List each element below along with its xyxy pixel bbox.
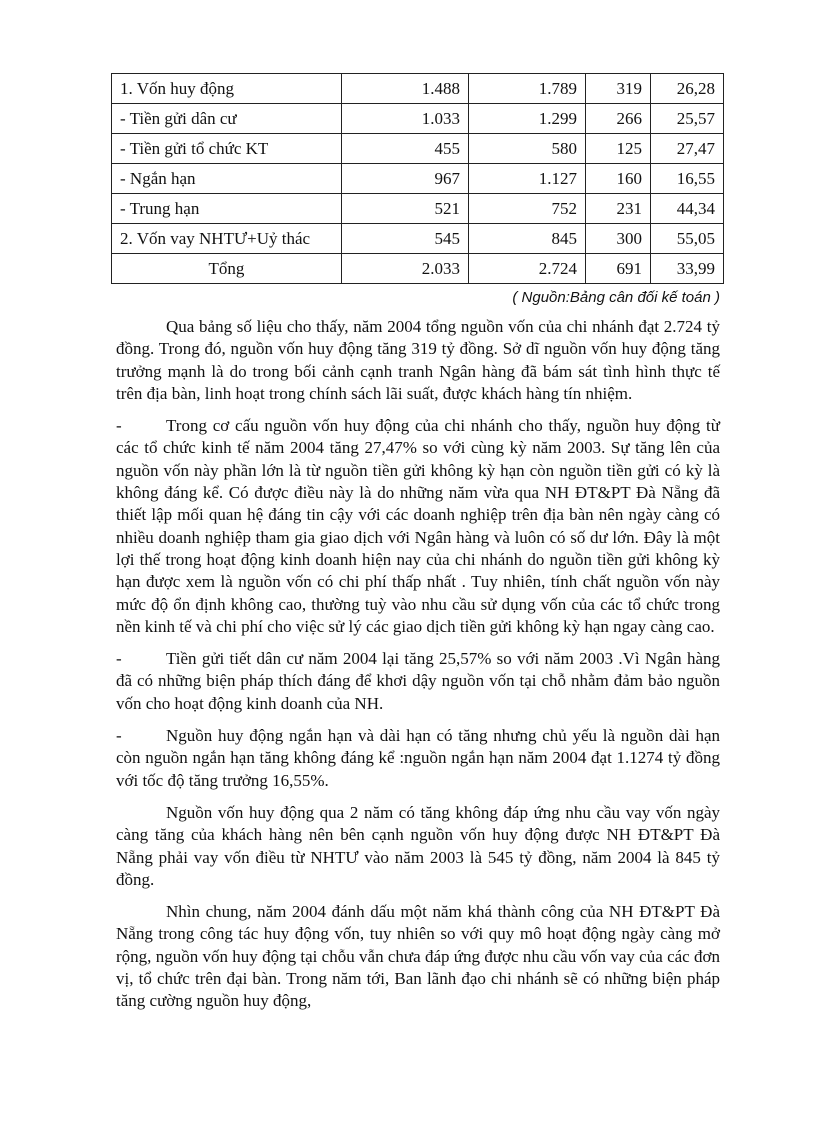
value-2004: 1.789 bbox=[469, 74, 586, 104]
value-difference: 691 bbox=[586, 254, 651, 284]
row-label: 2. Vốn vay NHTƯ+Uỷ thác bbox=[112, 224, 342, 254]
value-percent: 16,55 bbox=[651, 164, 724, 194]
paragraph-text: Nhìn chung, năm 2004 đánh dấu một năm khá thành công của NH ĐT&PT Đà Nẵng trong công tác huy động vốn, tuy nhiên so với quy mô hoạt động ngày càng mở rộng, nguồn vốn huy động tại chỗu vẫn chưa đáp ứng được nhu cầu vốn vay của các đơn vị, tổ chức trên đại bàn. Trong năm tới, Ban lãnh đạo chi nhánh sẽ có những biện pháp tăng cường nguồn huy động, bbox=[116, 902, 720, 1011]
paragraph bbox=[116, 415, 720, 638]
value-2003: 545 bbox=[342, 224, 469, 254]
bullet-dash: - bbox=[116, 649, 122, 669]
value-difference: 125 bbox=[586, 134, 651, 164]
bullet-dash: - bbox=[116, 726, 122, 746]
paragraph bbox=[116, 802, 720, 891]
source-note: ( Nguồn:Bảng cân đối kế toán ) bbox=[512, 289, 720, 306]
table-row bbox=[112, 194, 724, 224]
value-2004: 845 bbox=[469, 224, 586, 254]
paragraph-text: Nguồn vốn huy động qua 2 năm có tăng không đáp ứng nhu cầu vay vốn ngày càng tăng của khách hàng nên bên cạnh nguồn vốn huy động được NH ĐT&PT Đà Nẵng phải vay vốn điều từ NHTƯ vào năm 2003 là 545 tỷ đồng, năm 2004 là 845 tỷ đồng. bbox=[116, 802, 720, 889]
row-label: - Trung hạn bbox=[112, 194, 342, 224]
value-2003: 521 bbox=[342, 194, 469, 224]
value-percent: 26,28 bbox=[651, 74, 724, 104]
value-percent: 33,99 bbox=[651, 254, 724, 284]
row-label: 1. Vốn huy động bbox=[112, 74, 342, 104]
value-2003: 967 bbox=[342, 164, 469, 194]
paragraph bbox=[116, 725, 720, 792]
paragraph-text: Tiền gửi tiết dân cư năm 2004 lại tăng 25,57% so với năm 2003 .Vì Ngân hàng đã có những biện pháp thích đáng để khơi dậy nguồn vốn tại chỗ nhằm đảm bảo nguồn vốn cho hoạt động kinh doanh của NH. bbox=[116, 649, 720, 713]
row-label: - Ngắn hạn bbox=[112, 164, 342, 194]
table-row bbox=[112, 164, 724, 194]
value-2004: 2.724 bbox=[469, 254, 586, 284]
value-2003: 1.033 bbox=[342, 104, 469, 134]
value-percent: 44,34 bbox=[651, 194, 724, 224]
value-percent: 55,05 bbox=[651, 224, 724, 254]
paragraph bbox=[116, 316, 720, 405]
paragraph-text: Nguồn huy động ngắn hạn và dài hạn có tăng nhưng chủ yếu là nguồn dài hạn còn nguồn ngắn hạn tăng không đáng kể :nguồn ngắn hạn năm 2004 đạt 1.1274 tỷ đồng với tốc độ tăng trưởng 16,55%. bbox=[116, 726, 720, 790]
value-difference: 160 bbox=[586, 164, 651, 194]
value-difference: 319 bbox=[586, 74, 651, 104]
bullet-dash: - bbox=[116, 416, 122, 436]
value-2004: 1.299 bbox=[469, 104, 586, 134]
value-percent: 27,47 bbox=[651, 134, 724, 164]
value-difference: 266 bbox=[586, 104, 651, 134]
value-percent: 25,57 bbox=[651, 104, 724, 134]
capital-table bbox=[111, 73, 724, 284]
table-row bbox=[112, 104, 724, 134]
row-label: - Tiền gửi tổ chức KT bbox=[112, 134, 342, 164]
row-label: - Tiền gửi dân cư bbox=[112, 104, 342, 134]
value-2004: 580 bbox=[469, 134, 586, 164]
value-2003: 455 bbox=[342, 134, 469, 164]
row-label: Tổng bbox=[112, 254, 342, 284]
value-2004: 1.127 bbox=[469, 164, 586, 194]
paragraph-text: Trong cơ cấu nguồn vốn huy động của chi nhánh cho thấy, nguồn huy động từ các tổ chức kinh tế năm 2004 tăng 27,47% so với cùng kỳ năm 2003. Sự tăng lên của nguồn vốn này phần lớn là từ nguồn tiền gửi không kỳ hạn còn nguồn tiền gửi có kỳ là không đáng kể. Có được điều này là do những năm vừa qua NH ĐT&PT Đà Nẵng đã thiết lập mối quan hệ đáng tin cậy với các doanh nghiệp trên địa bàn nên ngày càng có nhiều doanh nghiệp tham gia giao dịch với Ngân hàng và luôn có số dư lớn. Đây là một lợi thế trong hoạt động kinh doanh hiện nay của chi nhánh do nguồn tiền gửi không kỳ hạn được xem là nguồn vốn có chi phí thấp nhất . Tuy nhiên, tính chất nguồn vốn này mức độ ổn định không cao, thường tuỳ vào nhu cầu sử dụng vốn của các tổ chức trong nền kinh tế và chi phí cho việc sử lý các giao dịch tiền gửi không kỳ hạn ngay càng cao. bbox=[116, 416, 720, 636]
value-difference: 300 bbox=[586, 224, 651, 254]
paragraph bbox=[116, 901, 720, 1012]
value-2004: 752 bbox=[469, 194, 586, 224]
value-2003: 2.033 bbox=[342, 254, 469, 284]
body-text bbox=[116, 316, 720, 1023]
value-2003: 1.488 bbox=[342, 74, 469, 104]
table-row bbox=[112, 224, 724, 254]
paragraph-text: Qua bảng số liệu cho thấy, năm 2004 tổng nguồn vốn của chi nhánh đạt 2.724 tỷ đồng. Trong đó, nguồn vốn huy động tăng 319 tỷ đồng. Sở dĩ nguồn vốn huy động tăng trưởng mạnh là do trong bối cảnh cạnh tranh Ngân hàng đã bám sát tình hình thực tế trên địa bàn, linh hoạt trong chính sách lãi suất, được khách hàng tín nhiệm. bbox=[116, 317, 720, 403]
paragraph bbox=[116, 648, 720, 715]
table-row bbox=[112, 74, 724, 104]
value-difference: 231 bbox=[586, 194, 651, 224]
table-row bbox=[112, 134, 724, 164]
table-row bbox=[112, 254, 724, 284]
capital-table-body bbox=[112, 74, 724, 284]
